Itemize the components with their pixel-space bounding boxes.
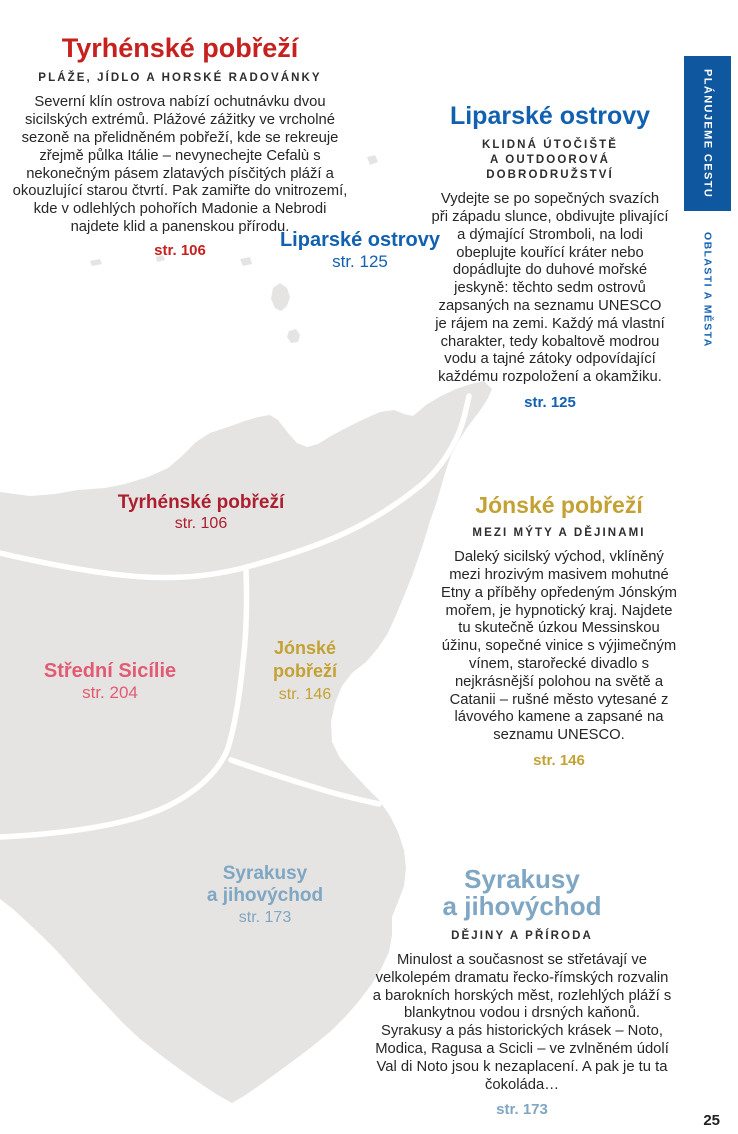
chapter-tab-label: PLÁNUJEME CESTU xyxy=(701,68,714,199)
article-subtitle: MEZI MÝTY A DĚJINAMI xyxy=(472,527,646,540)
map-label-stredni-sicilie xyxy=(10,661,210,703)
article-jonske-pobrezi xyxy=(440,493,678,769)
map-label-page-ref: str. 146 xyxy=(278,686,332,703)
map-label-name-line1: Syrakusy xyxy=(222,863,308,884)
article-title: Liparské ostrovy xyxy=(449,102,651,130)
article-title xyxy=(372,866,672,920)
article-syrakusy-jihovychod xyxy=(372,866,672,1118)
aeolian-island-vulcano xyxy=(287,329,300,343)
title-line1: Syrakusy xyxy=(464,864,580,894)
article-body: Vydejte se po sopečných svazích při západu slunce, obdivujte plivající a dýmající Stromboli, na lodi obeplujte kouřící kráter nebo dopádlujte do duhové mořské jeskyně: těchto sedm ostrovů zapsaných na seznamu UNESCO je rájem na zemi. Každý má vlastní charakter, tedy kobaltově modrou vodu a tajné zátoky odpovídající každému rozpoložení a okamžiku. xyxy=(431,191,669,386)
aeolian-island-small-west xyxy=(90,259,102,266)
article-liparske-ostrovy xyxy=(431,103,669,411)
map-label-syrakusy-jihovychod xyxy=(155,863,375,929)
article-body: Daleký sicilský východ, vklíněný mezi hrozivým masivem mohutné Etny a příběhy opředeným Jónským mořem, je hypnotický kraj. Najdete tu skutečně úzkou Messinskou úžinu, sopečné vinice s výjimečným vínem, starořecké divadlo s nejkrásnější polohou na světě a Catanii – rušné město vytesané z lávového kamene a zapsané na seznamu UNESCO. xyxy=(440,549,678,744)
article-page-ref: str. 106 xyxy=(154,241,206,259)
map-label-page-ref: str. 204 xyxy=(82,683,138,702)
title-line2: a jihovýchod xyxy=(442,891,602,921)
map-label-page-ref: str. 106 xyxy=(174,515,228,532)
map-label-name: Tyrhénské pobřeží xyxy=(117,492,285,513)
section-label xyxy=(684,220,731,360)
map-label-name-line2: a jihovýchod xyxy=(206,885,324,906)
map-label-page-ref: str. 173 xyxy=(238,909,292,926)
aeolian-island-stromboli xyxy=(367,155,378,165)
subtitle-line1: KLIDNÁ ÚTOČIŠTĚ xyxy=(481,139,619,152)
aeolian-island-lipari xyxy=(271,283,290,311)
article-body: Minulost a současnost se střetávají ve velkolepém dramatu řecko-římských rozvalin a barokních horských měst, rozlehlých pláží s blankytnou vodou i drsných kaňonů. Syrakusy a pás historických krásek – Noto, Modica, Ragusa a Scicli – ve zvlněném údolí Val di Noto jsou k nezaplacení. A pak je tu ta čokoláda… xyxy=(372,952,672,1093)
article-tyrhenske-pobrezi xyxy=(8,34,352,259)
article-page-ref: str. 125 xyxy=(524,394,576,412)
chapter-tab xyxy=(684,56,731,211)
article-subtitle xyxy=(431,138,669,183)
article-title: Tyrhénské pobřeží xyxy=(61,33,299,63)
map-label-jonske-pobrezi xyxy=(245,637,365,706)
article-subtitle: PLÁŽE, JÍDLO A HORSKÉ RADOVÁNKY xyxy=(38,72,322,85)
article-page-ref: str. 173 xyxy=(496,1101,548,1119)
map-label-name: Liparské ostrovy xyxy=(279,229,441,251)
article-subtitle: DĚJINY A PŘÍRODA xyxy=(451,930,593,942)
section-label-text: OBLASTI A MĚSTA xyxy=(701,232,714,348)
page-number: 25 xyxy=(703,1112,720,1129)
article-body: Severní klín ostrova nabízí ochutnávku dvou sicilských extrémů. Plážové zážitky ve vrcholné sezoně na přelidněném pobřeží, kde se rekreuje zřejmě půlka Itálie – nevynechejte Cefalù s nekonečným pásem zlatavých písčitých pláží a okouzlující starou čtvrtí. Pak zamiřte do vnitrozemí, kde v odlehlých pohořích Madonie a Nebrodi najdete klid a panenskou přírodu. xyxy=(12,94,348,235)
subtitle-line3: DOBRODRUŽSTVÍ xyxy=(486,169,614,182)
map-label-name-line1: Jónské xyxy=(273,638,337,658)
map-label-name-line2: pobřeží xyxy=(272,661,337,681)
article-page-ref: str. 146 xyxy=(533,751,585,769)
map-label-name: Střední Sicílie xyxy=(43,660,177,682)
map-label-page-ref: str. 125 xyxy=(332,252,388,271)
map-label-tyrhenske-pobrezi xyxy=(81,492,321,534)
article-title: Jónské pobřeží xyxy=(475,492,643,518)
subtitle-line2: A OUTDOOROVÁ xyxy=(490,154,610,167)
